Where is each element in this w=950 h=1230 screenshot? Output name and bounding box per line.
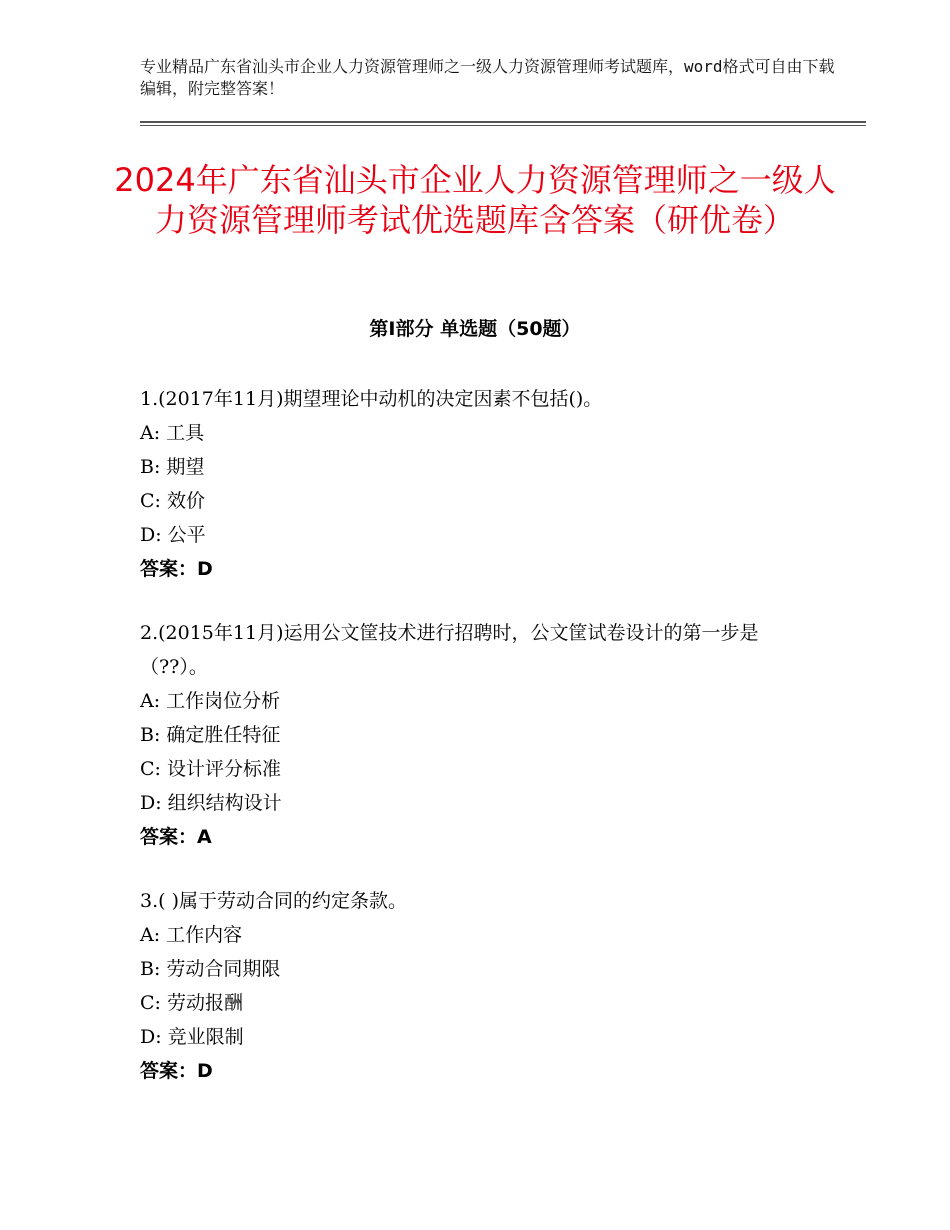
question-1 — [140, 382, 820, 586]
option-c: C: 设计评分标准 — [140, 758, 281, 780]
question-2 — [140, 616, 820, 854]
option-c: C: 效价 — [140, 490, 205, 512]
option-b: B: 确定胜任特征 — [140, 724, 281, 746]
option-c: C: 劳动报酬 — [140, 992, 243, 1014]
option-a: A: 工具 — [140, 422, 205, 444]
question-stem: 1.(2017年11月)期望理论中动机的决定因素不包括()。 — [140, 388, 603, 410]
answer: 答案：A — [140, 826, 212, 848]
option-d: D: 组织结构设计 — [140, 792, 282, 814]
option-b: B: 劳动合同期限 — [140, 958, 281, 980]
option-a: A: 工作岗位分析 — [140, 690, 281, 712]
header-divider-thin — [140, 125, 866, 126]
option-b: B: 期望 — [140, 456, 205, 478]
answer: 答案：D — [140, 1060, 213, 1082]
option-a: A: 工作内容 — [140, 924, 243, 946]
option-d: D: 公平 — [140, 524, 206, 546]
question-list — [140, 382, 820, 1118]
answer: 答案：D — [140, 558, 213, 580]
option-d: D: 竞业限制 — [140, 1026, 244, 1048]
question-stem: 2.(2015年11月)运用公文筐技术进行招聘时，公文筐试卷设计的第一步是（??）。 — [140, 622, 759, 678]
section-heading: 第Ⅰ部分 单选题（50题） — [369, 318, 581, 340]
header-note: 专业精品广东省汕头市企业人力资源管理师之一级人力资源管理师考试题库，word格式可自由下载编辑，附完整答案！ — [140, 57, 835, 98]
document-title: 2024年广东省汕头市企业人力资源管理师之一级人力资源管理师考试优选题库含答案（研优卷） — [114, 161, 836, 239]
question-3 — [140, 884, 820, 1088]
question-stem: 3.( )属于劳动合同的约定条款。 — [140, 890, 407, 912]
header-divider — [140, 121, 866, 123]
